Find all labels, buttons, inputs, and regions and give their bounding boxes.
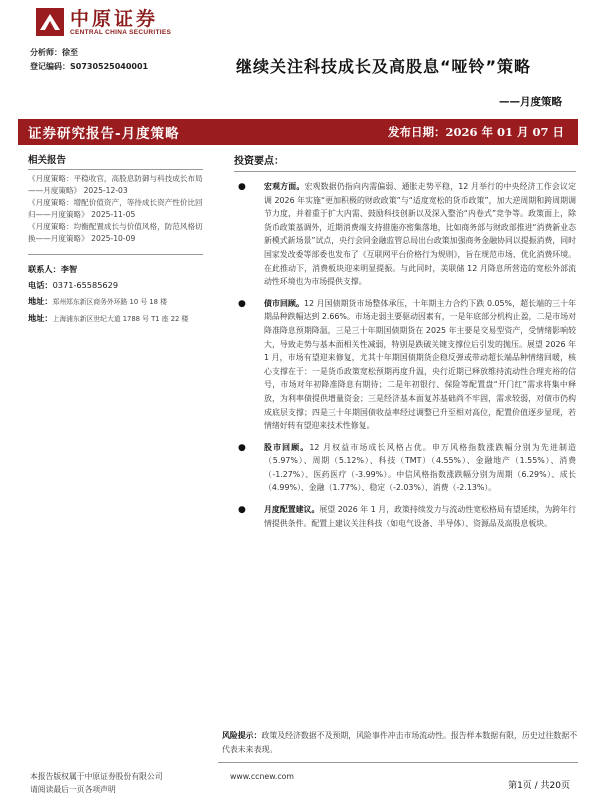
risk-lead: 风险提示：: [222, 731, 262, 740]
bullet-icon: ●: [238, 505, 246, 516]
analyst-label: 分析师：: [30, 48, 62, 57]
logo-cn-text: 中原证券: [70, 7, 159, 30]
bullet-icon: ●: [238, 298, 246, 309]
page-number: 第1页 / 共20页: [508, 781, 570, 791]
report-title: 继续关注科技成长及高股息“哑铃”策略: [236, 57, 532, 76]
related-report-link[interactable]: 《月度策略：平稳收官，高股息防御与科技成长布局——月度策略》 2025-12-03: [28, 174, 203, 195]
key-points-heading: 投资要点：: [234, 152, 576, 172]
related-report-link[interactable]: 《月度策略：均衡配置成长与价值风格，防范风格切换——月度策略》 2025-10-09: [28, 222, 203, 243]
copyright-text: 本报告版权属于中原证券股份有限公司: [30, 772, 163, 781]
bullet-icon: ●: [238, 442, 246, 453]
risk-warning: [218, 729, 578, 757]
report-subtitle: ——月度策略: [499, 96, 562, 108]
key-point-lead: 股市回顾。: [264, 442, 310, 452]
key-point-item: [234, 180, 576, 289]
key-point-text: 宏观数据仍指向内需偏弱、通胀走势平稳，12 月举行的中央经济工作会议定调 2026 年实施“更加积极的财政政策”与“适度宽松的货币政策”，加大逆周期和跨周期调节力度，并着重于扩大内需、鼓励科技创新以及深入整治“内卷式”竞争等。政策面上，除货币政策基调外，近期消费端支持措施亦密集落地，比如商务部与财政部推进“消费新业态新模式新场景”试点，央行会同金融监管总局出台政策加强商务金融协同以提振消费，同时国家发改委等部委也发布了《互联网平台价格行为规则》，旨在规范市场、优化消费环境。在此推动下，消费板块迎来明显提振。与此同时，美联储 12 月降息所营造的宽松外部流动性环境也为市场提供支撑。: [264, 182, 576, 287]
related-reports-heading: 相关报告: [28, 152, 203, 170]
address-zhengzhou: 郑州郑东新区商务外环路 10 号 18 楼: [52, 298, 167, 306]
key-point-lead: 宏观方面。: [264, 182, 305, 191]
related-report-link[interactable]: 《月度策略：增配价值资产，等待成长资产性价比回归——月度策略》 2025-11-05: [28, 198, 203, 219]
phone-number: 0371-65585629: [52, 280, 119, 290]
analyst-info: [30, 46, 148, 74]
company-logo: [36, 8, 171, 36]
key-point-item: [234, 297, 576, 433]
logo-en-text: CENTRAL CHINA SECURITIES: [70, 28, 172, 36]
key-point-item: [234, 441, 576, 495]
logo-icon: [36, 8, 64, 36]
contact-person-label: 联系人：: [28, 264, 61, 274]
report-banner: [18, 119, 578, 145]
reg-label: 登记编码：: [30, 62, 70, 71]
page-footer: [30, 770, 570, 796]
phone-label: 电话：: [28, 280, 53, 290]
address-shanghai: 上海浦东新区世纪大道 1788 号 T1 座 22 楼: [52, 315, 189, 323]
disclaimer-note: 请阅读最后一页各项声明: [30, 785, 116, 794]
key-point-lead: 债市回顾。: [264, 298, 304, 308]
contact-person: 李智: [60, 264, 78, 274]
key-point-item: [234, 503, 576, 530]
report-type: 证券研究报告-月度策略: [28, 126, 180, 142]
address-label: 地址：: [28, 296, 53, 306]
key-point-text: 12 月国债期货市场整体承压，十年期主力合约下跌 0.05%，超长端的三十年期品种跌幅达到 2.66%。市场走弱主要驱动因素有，一是年底部分机构止盈，二是市场对降准降息预期降温，三是三十年期国债期货在 2025 年主要是交易型资产，受情绪影响较大，导致走势与基本面相关性减弱，特别是跌破关键支撑位后引发的抛压。展望 2026 年 1 月，市场有望迎来修复，尤其十年期国债期货企稳反弹或带动超长端品种情绪回暖，核心支撑在于：一是货币政策宽松预期再度升温，央行近期已释放维持流动性合理充裕的信号，市场对年初降准降息有期待；二是年初银行、保险等配置盘“开门红”需求将集中释放，为利率债提供增量资金；三是经济基本面复苏基础尚不牢固，需求较弱，对债市仍构成底层支撑；四是三十年期国债收益率经过调整已升至相对高位，配置价值逐步显现，若情绪好转有望迎来技术性修复。: [264, 298, 576, 431]
publish-date: 发布日期：2026 年 01 月 07 日: [387, 125, 564, 139]
main-content: [234, 152, 576, 530]
website-link[interactable]: www.ccnew.com: [230, 772, 294, 781]
key-point-text: 12 月权益市场成长风格占优。申万风格指数涨跌幅分别为先进制造（5.97%）、周期（5.12%）、科技（TMT）（4.55%）、金融地产（1.55%）、消费（-1.27%）、医药医疗（-3.99%）。中信风格指数涨跌幅分别为周期（6.29%）、成长（4.99%）、金融（1.77%）、稳定（-2.03%）、消费（-2.13%）。: [264, 442, 576, 493]
divider: [218, 762, 578, 763]
reg-code: S0730525040001: [70, 62, 149, 71]
key-point-lead: 月度配置建议。: [264, 505, 320, 515]
analyst-name: 徐至: [62, 48, 78, 57]
key-point-text: 展望 2026 年 1 月，政策持续发力与流动性宽松格局有望延续，为跨年行情提供条件。配置上建议关注科技（如电气设备、半导体）、资源品及高股息板块。: [264, 505, 576, 528]
address-label: 地址：: [28, 313, 53, 323]
bullet-icon: ●: [238, 182, 246, 192]
contact-info: [28, 254, 203, 327]
sidebar: [28, 152, 203, 327]
risk-text: 政策及经济数据不及预期，风险事件冲击市场流动性。报告样本数据有限，历史过往数据不代表未来表现。: [222, 731, 578, 754]
